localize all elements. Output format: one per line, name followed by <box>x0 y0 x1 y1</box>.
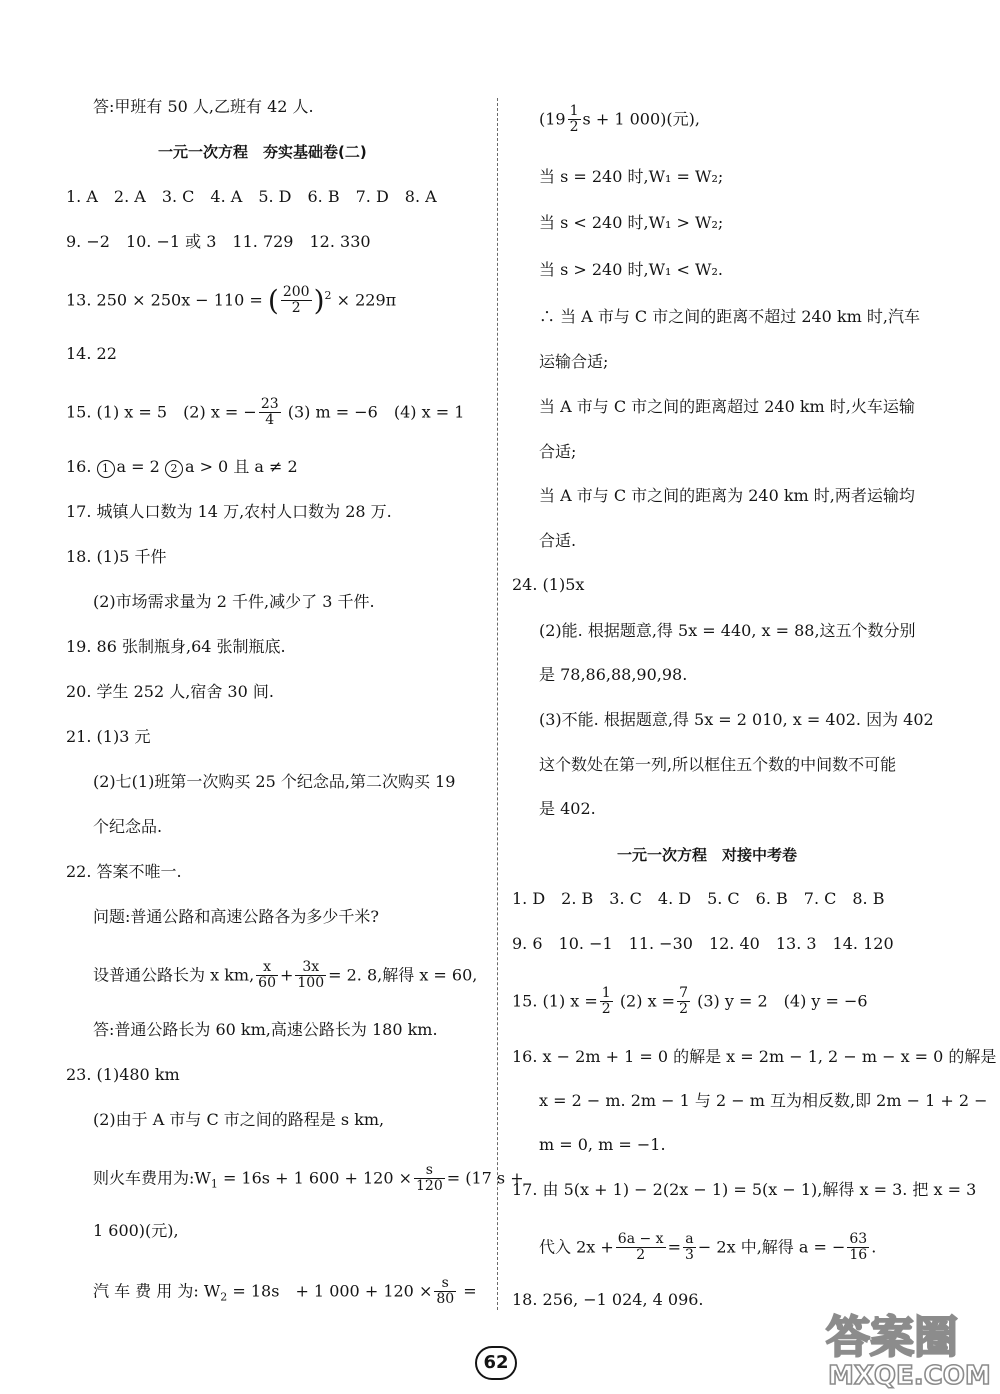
watermark-title: 答案圈 <box>826 1312 958 1363</box>
answer-line-15 <box>66 397 464 429</box>
answer-line: 当 A 市与 C 市之间的距离超过 240 km 时,火车运输 <box>539 397 915 416</box>
equation-text: 15. (1) x = <box>512 991 598 1011</box>
answer-line: 是 78,86,88,90,98. <box>539 665 688 684</box>
numerator: 23 <box>260 396 279 412</box>
answer-line-17b <box>539 1232 876 1264</box>
equation-text: 13. 250 × 250x − 110 = <box>66 290 263 310</box>
fraction <box>295 960 326 992</box>
answer-line: 16. x − 2m + 1 = 0 的解是 x = 2m − 1, 2 − m − x = 0 的解是 <box>512 1047 997 1066</box>
denominator: 2 <box>679 1001 688 1018</box>
answer-line: 19. 86 张制瓶身,64 张制瓶底. <box>66 637 286 656</box>
denominator: 16 <box>849 1247 868 1264</box>
section-heading: 一元一次方程 对接中考卷 <box>617 846 798 864</box>
denominator: 100 <box>297 975 325 992</box>
answer-line: 20. 学生 252 人,宿舍 30 间. <box>66 682 274 701</box>
numerator: 3x <box>295 960 326 976</box>
equation-text: (19 <box>539 109 566 129</box>
equation-text: (3) m = −6 (4) x = 1 <box>287 402 465 422</box>
fraction <box>281 285 312 317</box>
numerator: x <box>256 960 278 976</box>
answer-line: 这个数处在第一列,所以框住五个数的中间数不可能 <box>539 755 897 774</box>
equation-text: = (17 s + <box>446 1168 524 1188</box>
fraction <box>847 1232 869 1264</box>
page-number <box>475 1346 517 1382</box>
equation-text: − 2x 中,解得 a = − <box>697 1237 846 1257</box>
answer-line: 17. 由 5(x + 1) − 2(2x − 1) = 5(x − 1),解得 x = 3. 把 x = 3 <box>512 1180 977 1199</box>
fraction <box>600 986 613 1018</box>
answer-line: (3)不能. 根据题意,得 5x = 2 010, x = 402. 因为 402 <box>539 710 934 729</box>
answer-line: 1 600)(元), <box>93 1221 179 1240</box>
denominator: 4 <box>265 412 275 429</box>
answer-line-15b <box>512 986 868 1018</box>
item-number: 16. <box>66 457 92 476</box>
denominator: 120 <box>416 1178 443 1195</box>
numerator: s <box>414 1163 445 1179</box>
equation-text: 15. (1) x = 5 (2) x = − <box>66 402 257 422</box>
equation-text: 汽 车 费 用 为: W <box>93 1281 221 1301</box>
numerator: 1 <box>601 985 611 1001</box>
watermark-logo <box>820 1300 990 1390</box>
equation-text: a > 0 且 a ≠ 2 <box>184 457 298 476</box>
operator: = <box>667 1237 681 1257</box>
equation-text: = 2. 8,解得 x = 60, <box>328 965 478 985</box>
denominator: 2 <box>569 119 579 136</box>
equation-text: . <box>871 1237 877 1257</box>
circled-number: 2 <box>165 460 183 478</box>
equation-text: (2) x = <box>619 991 676 1011</box>
equation-text: × 229π <box>336 290 397 310</box>
fraction <box>256 960 278 992</box>
answer-line: 18. 256, −1 024, 4 096. <box>512 1290 704 1309</box>
equation-text: = 18s + 1 000 + 120 × <box>232 1281 433 1301</box>
operator: + <box>279 965 294 985</box>
answer-line: 23. (1)480 km <box>66 1065 180 1084</box>
denominator: 60 <box>258 975 276 992</box>
answer-line: 是 402. <box>539 799 596 818</box>
answer-line: (2)市场需求量为 2 千件,减少了 3 千件. <box>93 592 375 611</box>
column-divider <box>497 98 498 1310</box>
numerator: 1 <box>569 103 579 119</box>
answer-line: 个纪念品. <box>93 817 163 836</box>
denominator: 2 <box>291 300 301 317</box>
answer-line: (2)能. 根据题意,得 5x = 440, x = 88,这五个数分别 <box>539 621 916 640</box>
answer-line: 合适; <box>539 442 577 461</box>
answer-line-13 <box>66 284 396 317</box>
denominator: 2 <box>636 1247 646 1264</box>
fraction <box>616 1232 666 1264</box>
answer-line: 9. 6 10. −1 11. −30 12. 40 13. 3 14. 120 <box>512 934 894 953</box>
denominator: 80 <box>436 1291 455 1308</box>
answer-line: 21. (1)3 元 <box>66 727 151 746</box>
equation-text: 则火车费用为:W <box>93 1168 211 1188</box>
denominator: 2 <box>601 1001 611 1018</box>
answer-line: 9. −2 10. −1 或 3 11. 729 12. 330 <box>66 232 371 251</box>
answer-line: 1. A 2. A 3. C 4. A 5. D 6. B 7. D 8. A <box>66 187 437 206</box>
subscript: 1 <box>210 1177 218 1191</box>
answer-line: x = 2 − m. 2m − 1 与 2 − m 互为相反数,即 2m − 1 + 2 − <box>539 1091 988 1110</box>
numerator: a <box>683 1232 696 1248</box>
answer-line: 答:普通公路长为 60 km,高速公路长为 180 km. <box>93 1020 438 1039</box>
section-heading: 一元一次方程 夯实基础卷(二) <box>158 143 367 161</box>
paren: ) <box>313 283 325 317</box>
equation-text: = <box>463 1281 477 1301</box>
equation-text: (3) y = 2 (4) y = −6 <box>697 991 868 1011</box>
answer-line: 答:甲班有 50 人,乙班有 42 人. <box>93 97 314 116</box>
paren: ( <box>267 283 279 317</box>
answer-line-22 <box>93 960 477 992</box>
numerator: 63 <box>849 1231 868 1247</box>
answer-line: 合适. <box>539 531 577 550</box>
answer-line: 当 s > 240 时,W₁ < W₂. <box>539 260 723 279</box>
watermark-graphic <box>820 1300 990 1390</box>
circled-number: 1 <box>97 460 115 478</box>
denominator: 3 <box>684 1247 694 1264</box>
equation-text: a = 2 <box>116 457 160 476</box>
fraction <box>568 104 581 136</box>
answer-line-16 <box>66 455 298 479</box>
answer-line: 当 s = 240 时,W₁ = W₂; <box>539 167 724 186</box>
answer-line-23-cont <box>539 104 700 136</box>
numerator: 7 <box>679 985 688 1001</box>
answer-line: m = 0, m = −1. <box>539 1135 666 1154</box>
answer-line: 问题:普通公路和高速公路各为多少千米? <box>93 907 379 926</box>
answer-line: ∴ 当 A 市与 C 市之间的距离不超过 240 km 时,汽车 <box>539 307 920 326</box>
watermark-url: MXQE.COM <box>828 1361 990 1390</box>
fraction <box>683 1232 696 1264</box>
answer-line: 运输合适; <box>539 352 609 371</box>
answer-line: 18. (1)5 千件 <box>66 547 167 566</box>
answer-line: 22. 答案不唯一. <box>66 862 182 881</box>
answer-line: 1. D 2. B 3. C 4. D 5. C 6. B 7. C 8. B <box>512 889 885 908</box>
fraction <box>414 1163 445 1195</box>
fraction <box>677 986 690 1018</box>
answer-line: 当 s < 240 时,W₁ > W₂; <box>539 213 724 232</box>
answer-line: 24. (1)5x <box>512 575 585 594</box>
answer-line: 17. 城镇人口数为 14 万,农村人口数为 28 万. <box>66 502 392 521</box>
page-number-badge: 62 <box>475 1346 517 1380</box>
numerator: 6a − x <box>617 1231 664 1247</box>
answer-line-23-car <box>93 1276 477 1310</box>
answer-line: (2)由于 A 市与 C 市之间的路程是 s km, <box>93 1110 385 1129</box>
answer-line: 14. 22 <box>66 344 117 363</box>
equation-text: s + 1 000)(元), <box>582 109 700 129</box>
equation-text: 代入 2x + <box>539 1237 614 1257</box>
fraction <box>434 1276 456 1308</box>
exponent: 2 <box>324 289 332 302</box>
equation-text: 设普通公路长为 x km, <box>93 965 255 985</box>
answer-line: (2)七(1)班第一次购买 25 个纪念品,第二次购买 19 <box>93 772 456 791</box>
numerator: s <box>434 1276 456 1292</box>
equation-text: = 16s + 1 600 + 120 × <box>222 1168 412 1188</box>
numerator: 200 <box>282 283 310 300</box>
answer-line: 当 A 市与 C 市之间的距离为 240 km 时,两者运输均 <box>539 486 915 505</box>
answer-line-23-train <box>93 1163 524 1197</box>
fraction <box>259 397 281 429</box>
subscript: 2 <box>220 1290 228 1304</box>
